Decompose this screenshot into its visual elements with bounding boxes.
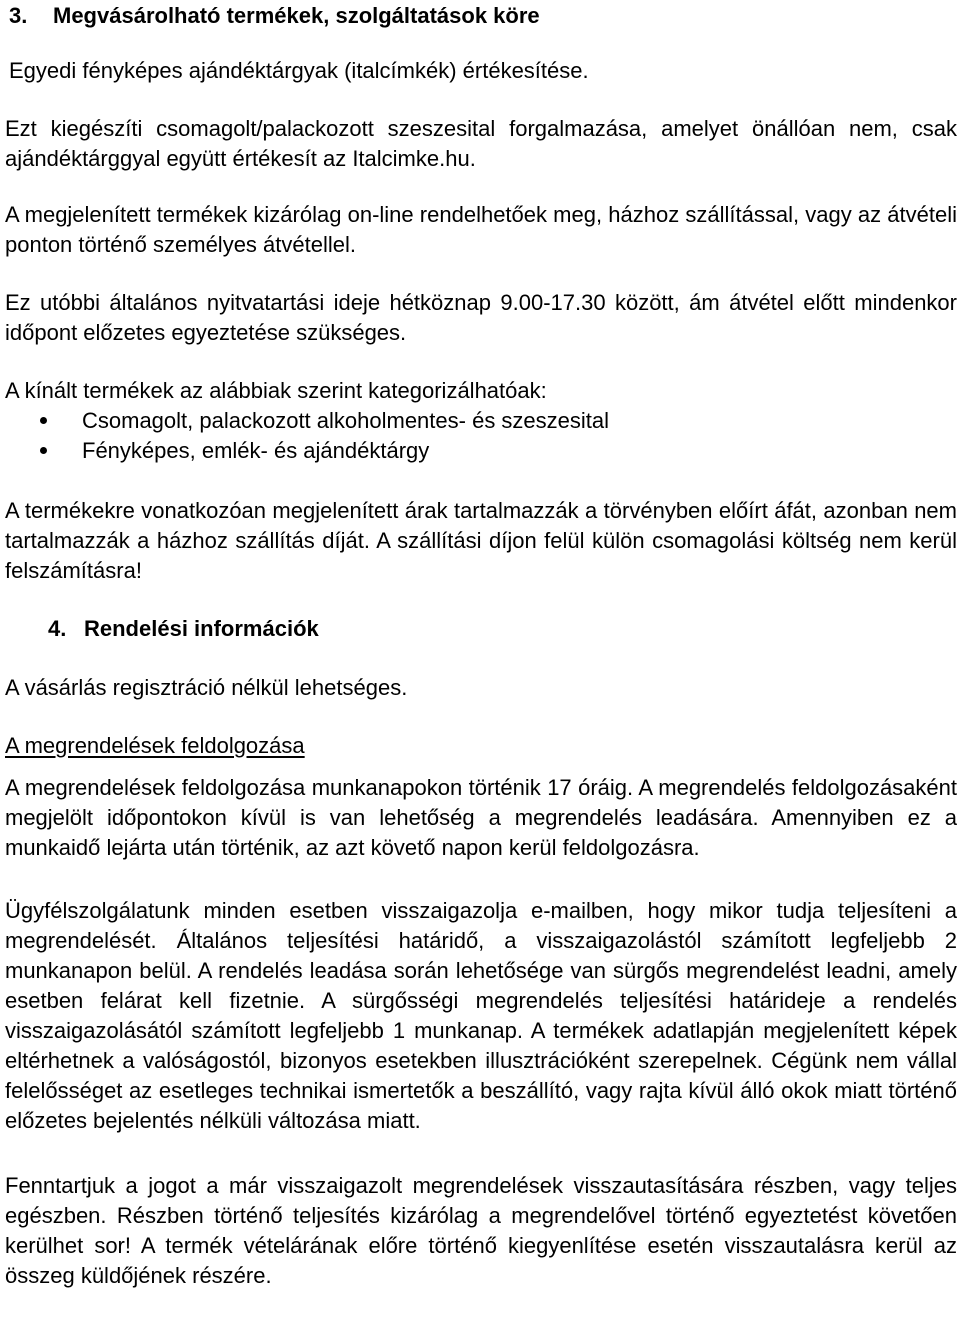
section-4-number: 4. — [48, 616, 67, 641]
bullet-icon — [40, 417, 47, 424]
paragraph-categories-intro: A kínált termékek az alábbiak szerint kategorizálhatóak: — [5, 378, 547, 403]
bullet-icon — [40, 447, 47, 454]
section-4-heading — [48, 614, 319, 644]
subheading-order-processing: A megrendelések feldolgozása — [5, 733, 305, 758]
section-3-number: 3. — [9, 3, 28, 28]
paragraph-opening-hours: Ez utóbbi általános nyitvatartási ideje hétköznap 9.00-17.30 között, ám átvétel előtt mindenkor időpont előzetes egyeztetése szükséges. — [5, 290, 957, 345]
paragraph-registration: A vásárlás regisztráció nélkül lehetséges. — [5, 675, 408, 700]
category-label: Fényképes, emlék- és ajándéktárgy — [82, 438, 430, 463]
paragraph-rights: Fenntartjuk a jogot a már visszaigazolt megrendelések visszautasítására részben, vagy teljes egészben. Részben történő teljesítés kizárólag a megrendelővel történő egyeztetést követően kerülhet sor! A termék vételárának előre történő kiegyenlítése esetén visszautalásra kerül az összeg küldőjének részére. — [5, 1173, 957, 1288]
category-label: Csomagolt, palackozott alkoholmentes- és szeszesital — [82, 408, 610, 433]
paragraph-prices: A termékekre vonatkozóan megjelenített árak tartalmazzák a törvényben előírt áfát, azonban nem tartalmazzák a házhoz szállítás díját. A szállítási díjon felül külön csomagolási költség nem kerül felszámításra! — [5, 498, 957, 583]
paragraph-customer-service: Ügyfélszolgálatunk minden esetben visszaigazolja e-mailben, hogy mikor tudja teljesíteni a megrendelését. Általános teljesítési határidő, a visszaigazolástól számított legfeljebb 2 munkanapon belül. A rendelés leadása során lehetősége van sürgős megrendelést leadni, amely esetben felárat kell fizetnie. A sürgősségi megrendelés teljesítési határideje a rendelés visszaigazolásától számított legfeljebb 1 munkanap. A termékek adatlapján megjelenített képek eltérhetnek a valóságostól, bizonyos esetekben illusztrációként szerepelnek. Cégünk nem vállal felelősséget az esetleges technikai ismertetők a beszállító, vagy rajta kívül álló okok miatt történő előzetes bejelentés nélküli változása miatt. — [5, 898, 957, 1133]
list-item — [5, 436, 957, 466]
section-3-title: Megvásárolható termékek, szolgáltatások köre — [53, 3, 540, 28]
paragraph-ordering: A megjelenített termékek kizárólag on-line rendelhetőek meg, házhoz szállítással, vagy az átvételi ponton történő személyes átvétellel. — [5, 202, 957, 257]
paragraph-drinks: Ezt kiegészíti csomagolt/palackozott szeszesital forgalmazása, amelyet önállóan nem, csak ajándéktárggyal együtt értékesít az Italcimke.hu. — [5, 116, 957, 171]
paragraph-products: Egyedi fényképes ajándéktárgyak (italcímkék) értékesítése. — [9, 58, 589, 83]
category-list — [5, 406, 957, 466]
paragraph-processing-hours: A megrendelések feldolgozása munkanapokon történik 17 óráig. A megrendelés feldolgozásaként megjelölt időpontokon kívül is van lehetőség a megrendelés leadására. Amennyiben ez a munkaidő lejárta után történik, az azt követő napon kerül feldolgozásra. — [5, 775, 957, 860]
section-3-heading — [9, 1, 540, 31]
section-4-title: Rendelési információk — [84, 616, 319, 641]
list-item — [5, 406, 957, 436]
